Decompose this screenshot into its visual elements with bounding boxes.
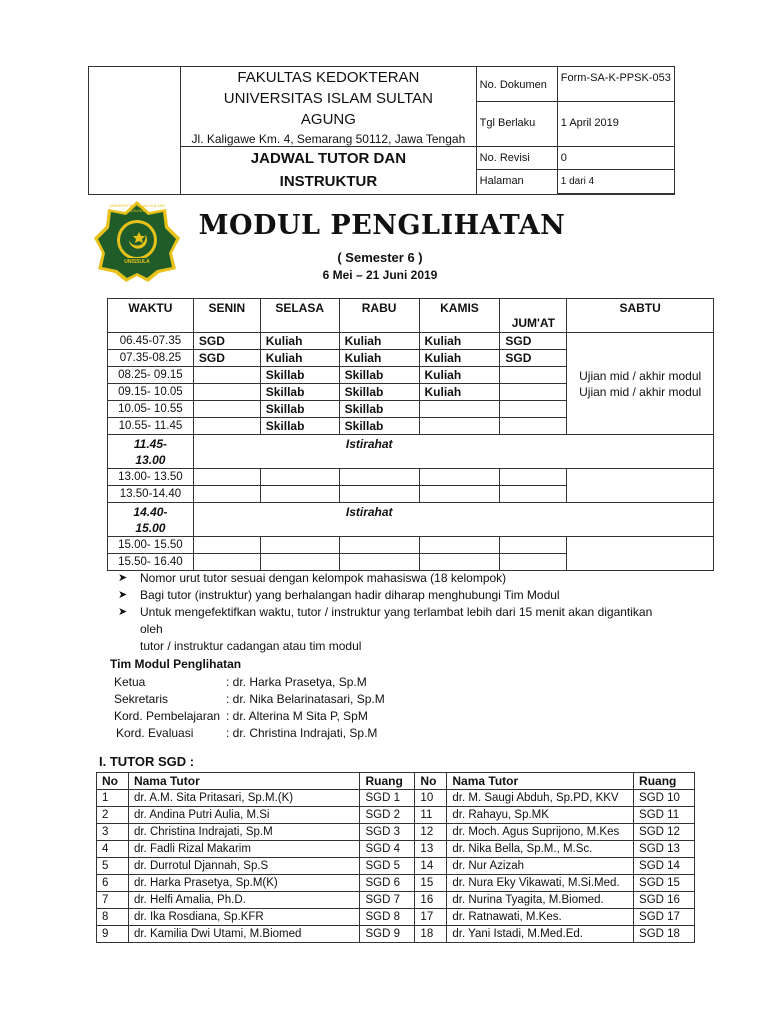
tutor-col-no: No <box>97 773 129 790</box>
tim-role: Sekretaris <box>114 692 169 706</box>
tutor-name: dr. Kamilia Dwi Utami, M.Biomed <box>128 926 360 943</box>
col-jumat: JUM'AT <box>500 299 567 333</box>
tutor-name: dr. Fadli Rizal Makarim <box>128 841 360 858</box>
document-title-line1: JADWAL TUTOR DAN <box>250 150 407 168</box>
kamis-cell <box>419 537 500 554</box>
tutor-name: dr. Nurina Tyagita, M.Biomed. <box>447 892 634 909</box>
selasa-cell: Skillab <box>260 418 339 435</box>
time-cell: 10.55- 11.45 <box>108 418 194 435</box>
kamis-cell: Kuliah <box>419 384 500 401</box>
tutor-name: dr. Andina Putri Aulia, M.Si <box>128 807 360 824</box>
time-cell: 07.35-08.25 <box>108 350 194 367</box>
arrow-bullet-icon: ➤ <box>118 572 128 584</box>
col-sabtu: SABTU <box>567 299 714 333</box>
notes-list <box>118 570 678 655</box>
kamis-cell <box>419 418 500 435</box>
tutor-row <box>97 875 695 892</box>
arrow-bullet-icon: ➤ <box>118 606 128 618</box>
document-title-line2: INSTRUKTUR <box>279 173 378 191</box>
break-time-end: 15.00 <box>135 520 166 535</box>
tutor-name: dr. Christina Indrajati, Sp.M <box>128 824 360 841</box>
meta-label-date: Tgl Berlaku <box>479 117 536 129</box>
col-selasa: SELASA <box>260 299 339 333</box>
tutor-name: dr. Ratnawati, M.Kes. <box>447 909 634 926</box>
tutor-room: SGD 2 <box>360 807 415 824</box>
senin-cell: SGD <box>193 333 260 350</box>
note-text: tutor / instruktur cadangan atau tim modul <box>140 639 362 653</box>
tutor-no: 14 <box>415 858 447 875</box>
jumat-cell <box>500 537 567 554</box>
tutor-no: 3 <box>97 824 129 841</box>
tim-member <box>110 708 510 725</box>
tutor-col-name: Nama Tutor <box>128 773 360 790</box>
meta-value-revision: 0 <box>558 147 674 170</box>
tutor-no: 16 <box>415 892 447 909</box>
tutor-room: SGD 5 <box>360 858 415 875</box>
jumat-cell <box>500 554 567 571</box>
tutor-header-row <box>97 773 695 790</box>
tutor-no: 8 <box>97 909 129 926</box>
selasa-cell: Skillab <box>260 384 339 401</box>
tutor-col-room: Ruang <box>360 773 415 790</box>
note-item <box>118 570 678 587</box>
sabtu-cell <box>567 469 714 503</box>
tutor-row <box>97 858 695 875</box>
schedule-row <box>108 333 714 350</box>
header-blank-cell <box>89 67 181 195</box>
selasa-cell: Kuliah <box>260 350 339 367</box>
selasa-cell <box>260 554 339 571</box>
senin-cell <box>193 367 260 384</box>
tutor-row <box>97 790 695 807</box>
rabu-cell: Skillab <box>339 401 419 418</box>
kamis-cell: Kuliah <box>419 367 500 384</box>
tutor-col-no2: No <box>415 773 447 790</box>
tutor-room: SGD 8 <box>360 909 415 926</box>
tutor-room: SGD 12 <box>634 824 695 841</box>
tim-member <box>110 674 510 691</box>
meta-value-page: 1 dari 4 <box>560 176 595 187</box>
note-text: Untuk mengefektifkan waktu, tutor / instruktur yang terlambat lebih dari 15 menit akan digantikan oleh <box>140 605 653 636</box>
tutor-room: SGD 1 <box>360 790 415 807</box>
kamis-cell <box>419 469 500 486</box>
jumat-cell <box>500 401 567 418</box>
tutor-name: dr. Nura Eky Vikawati, M.Si.Med. <box>447 875 634 892</box>
break-label: Istirahat <box>193 503 713 537</box>
jumat-cell <box>500 418 567 435</box>
break-time-start: 14.40- <box>133 504 168 519</box>
tutor-name: dr. Moch. Agus Suprijono, M.Kes <box>447 824 634 841</box>
time-cell: 08.25- 09.15 <box>108 367 194 384</box>
tutor-row <box>97 909 695 926</box>
schedule-row <box>108 469 714 486</box>
faculty-name-line1: FAKULTAS KEDOKTERAN <box>237 69 420 86</box>
tim-role: Ketua <box>114 675 146 689</box>
rabu-cell: Skillab <box>339 384 419 401</box>
tim-member <box>110 691 510 708</box>
selasa-cell: Skillab <box>260 401 339 418</box>
tutor-room: SGD 17 <box>634 909 695 926</box>
tutor-heading: I. TUTOR SGD : <box>99 754 195 769</box>
tutor-no: 18 <box>415 926 447 943</box>
tim-role: Kord. Evaluasi <box>116 726 194 740</box>
tim-member <box>110 725 510 742</box>
tutor-row <box>97 807 695 824</box>
sabtu-cell <box>567 537 714 571</box>
time-cell: 13.00- 13.50 <box>108 469 194 486</box>
tutor-name: dr. Yani Istadi, M.Med.Ed. <box>447 926 634 943</box>
jumat-cell <box>500 367 567 384</box>
tutor-name: dr. Durrotul Djannah, Sp.S <box>128 858 360 875</box>
tutor-no: 7 <box>97 892 129 909</box>
selasa-cell <box>260 486 339 503</box>
time-cell: 13.50-14.40 <box>108 486 194 503</box>
break-time-end: 13.00 <box>135 452 166 467</box>
note-item-continuation <box>118 638 678 655</box>
tutor-name: dr. Ika Rosdiana, Sp.KFR <box>128 909 360 926</box>
tutor-no: 12 <box>415 824 447 841</box>
senin-cell <box>193 418 260 435</box>
meta-label-page: Halaman <box>479 175 524 188</box>
arrow-bullet-icon: ➤ <box>118 589 128 601</box>
tim-role: Kord. Pembelajaran <box>114 709 221 723</box>
tutor-room: SGD 18 <box>634 926 695 943</box>
break-time-cell <box>108 503 194 537</box>
schedule-header-row <box>108 299 714 333</box>
tutor-no: 13 <box>415 841 447 858</box>
tutor-room: SGD 13 <box>634 841 695 858</box>
semester-label: ( Semester 6 ) <box>337 250 423 265</box>
break-time-start: 11.45- <box>133 436 167 451</box>
break-label: Istirahat <box>193 435 713 469</box>
meta-label-col <box>476 67 557 147</box>
meta-value-col <box>557 67 674 147</box>
tutor-no: 1 <box>97 790 129 807</box>
rabu-cell: Kuliah <box>339 350 419 367</box>
tutor-room: SGD 11 <box>634 807 695 824</box>
meta-value-date: 1 April 2019 <box>560 116 619 129</box>
selasa-cell: Kuliah <box>260 333 339 350</box>
senin-cell <box>193 401 260 418</box>
col-senin: SENIN <box>193 299 260 333</box>
tutor-col-name2: Nama Tutor <box>447 773 634 790</box>
document-header <box>88 66 675 195</box>
unissula-logo <box>92 200 182 282</box>
tim-modul-heading: Tim Modul Penglihatan <box>110 657 242 671</box>
tutor-name: dr. M. Saugi Abduh, Sp.PD, KKV <box>447 790 634 807</box>
tutor-col-room2: Ruang <box>634 773 695 790</box>
tutor-room: SGD 3 <box>360 824 415 841</box>
senin-cell <box>193 469 260 486</box>
senin-cell <box>193 384 260 401</box>
note-text: Bagi tutor (instruktur) yang berhalangan hadir diharap menghubungi Tim Modul <box>140 588 560 602</box>
jumat-cell: SGD <box>500 333 567 350</box>
senin-cell <box>193 554 260 571</box>
rabu-cell <box>339 486 419 503</box>
kamis-cell: Kuliah <box>419 350 500 367</box>
selasa-cell <box>260 537 339 554</box>
tutor-room: SGD 7 <box>360 892 415 909</box>
tutor-no: 10 <box>415 790 447 807</box>
tutor-room: SGD 15 <box>634 875 695 892</box>
tim-name: : dr. Harka Prasetya, Sp.M <box>226 675 367 689</box>
rabu-cell <box>339 537 419 554</box>
selasa-cell: Skillab <box>260 367 339 384</box>
jumat-cell <box>500 469 567 486</box>
date-range: 6 Mei – 21 Juni 2019 <box>322 268 438 282</box>
tutor-no: 15 <box>415 875 447 892</box>
kamis-cell <box>419 554 500 571</box>
tutor-row <box>97 824 695 841</box>
meta-label-revision: No. Revisi <box>477 147 557 170</box>
logo-top-text: UNIVERSITAS ISLAM SULTAN AGUNG <box>109 203 165 213</box>
tim-modul-section <box>110 657 510 742</box>
tutor-row <box>97 841 695 858</box>
kamis-cell <box>419 401 500 418</box>
meta-label-doc: No. Dokumen <box>477 69 557 102</box>
jumat-cell <box>500 384 567 401</box>
tutor-no: 2 <box>97 807 129 824</box>
rabu-cell: Skillab <box>339 418 419 435</box>
tim-name: : dr. Nika Belarinatasari, Sp.M <box>226 692 385 706</box>
kamis-cell: Kuliah <box>419 333 500 350</box>
tutor-row <box>97 892 695 909</box>
rabu-cell: Kuliah <box>339 333 419 350</box>
tutor-name: dr. A.M. Sita Pritasari, Sp.M.(K) <box>128 790 360 807</box>
rabu-cell <box>339 469 419 486</box>
tutor-name: dr. Harka Prasetya, Sp.M(K) <box>128 875 360 892</box>
faculty-name-line2: UNIVERSITAS ISLAM SULTAN <box>223 90 434 107</box>
kamis-cell <box>419 486 500 503</box>
faculty-address: Jl. Kaligawe Km. 4, Semarang 50112, Jawa Tengah <box>191 132 466 146</box>
tutor-no: 6 <box>97 875 129 892</box>
logo-bottom-text: UNISSULA <box>124 259 150 265</box>
note-item <box>118 604 678 638</box>
note-text: Nomor urut tutor sesuai dengan kelompok mahasiswa (18 kelompok) <box>140 571 507 585</box>
tutor-name: dr. Helfi Amalia, Ph.D. <box>128 892 360 909</box>
tutor-room: SGD 10 <box>634 790 695 807</box>
senin-cell <box>193 486 260 503</box>
jumat-cell: SGD <box>500 350 567 367</box>
col-kamis: KAMIS <box>419 299 500 333</box>
sabtu-exam-line2: Ujian mid / akhir modul <box>579 384 702 399</box>
time-cell: 15.00- 15.50 <box>108 537 194 554</box>
faculty-name-line3: AGUNG <box>300 111 356 128</box>
tutor-no: 17 <box>415 909 447 926</box>
schedule-table <box>107 298 714 571</box>
time-cell: 10.05- 10.55 <box>108 401 194 418</box>
tutor-room: SGD 14 <box>634 858 695 875</box>
tutor-no: 4 <box>97 841 129 858</box>
tutor-no: 11 <box>415 807 447 824</box>
tutor-room: SGD 9 <box>360 926 415 943</box>
tim-name: : dr. Alterina M Sita P, SpM <box>226 709 368 723</box>
sabtu-exam-line1: Ujian mid / akhir modul <box>579 368 702 383</box>
meta-value-doc: Form-SA-K-PPSK-053 <box>558 70 674 102</box>
sabtu-exam-cell <box>567 333 714 435</box>
tutor-room: SGD 16 <box>634 892 695 909</box>
time-cell: 06.45-07.35 <box>108 333 194 350</box>
faculty-cell <box>181 67 477 147</box>
meta-label-col2 <box>476 147 557 195</box>
tutor-name: dr. Nika Bella, Sp.M., M.Sc. <box>447 841 634 858</box>
rabu-cell: Skillab <box>339 367 419 384</box>
tutor-room: SGD 4 <box>360 841 415 858</box>
tutor-name: dr. Nur Azizah <box>447 858 634 875</box>
col-rabu: RABU <box>339 299 419 333</box>
selasa-cell <box>260 469 339 486</box>
tutor-no: 5 <box>97 858 129 875</box>
break-row <box>108 435 714 469</box>
tutor-name: dr. Rahayu, Sp.MK <box>447 807 634 824</box>
note-item <box>118 587 678 604</box>
col-waktu: WAKTU <box>108 299 194 333</box>
tutor-no: 9 <box>97 926 129 943</box>
schedule-row <box>108 537 714 554</box>
jumat-cell <box>500 486 567 503</box>
tutor-row <box>97 926 695 943</box>
document-title-cell <box>181 147 477 195</box>
break-row <box>108 503 714 537</box>
rabu-cell <box>339 554 419 571</box>
time-cell: 09.15- 10.05 <box>108 384 194 401</box>
meta-value-col2 <box>557 147 674 195</box>
senin-cell: SGD <box>193 350 260 367</box>
tutor-table <box>96 772 695 943</box>
senin-cell <box>193 537 260 554</box>
module-title: MODUL PENGLIHATAN <box>198 210 566 241</box>
time-cell: 15.50- 16.40 <box>108 554 194 571</box>
break-time-cell <box>108 435 194 469</box>
tutor-room: SGD 6 <box>360 875 415 892</box>
tim-name: : dr. Christina Indrajati, Sp.M <box>226 726 378 740</box>
